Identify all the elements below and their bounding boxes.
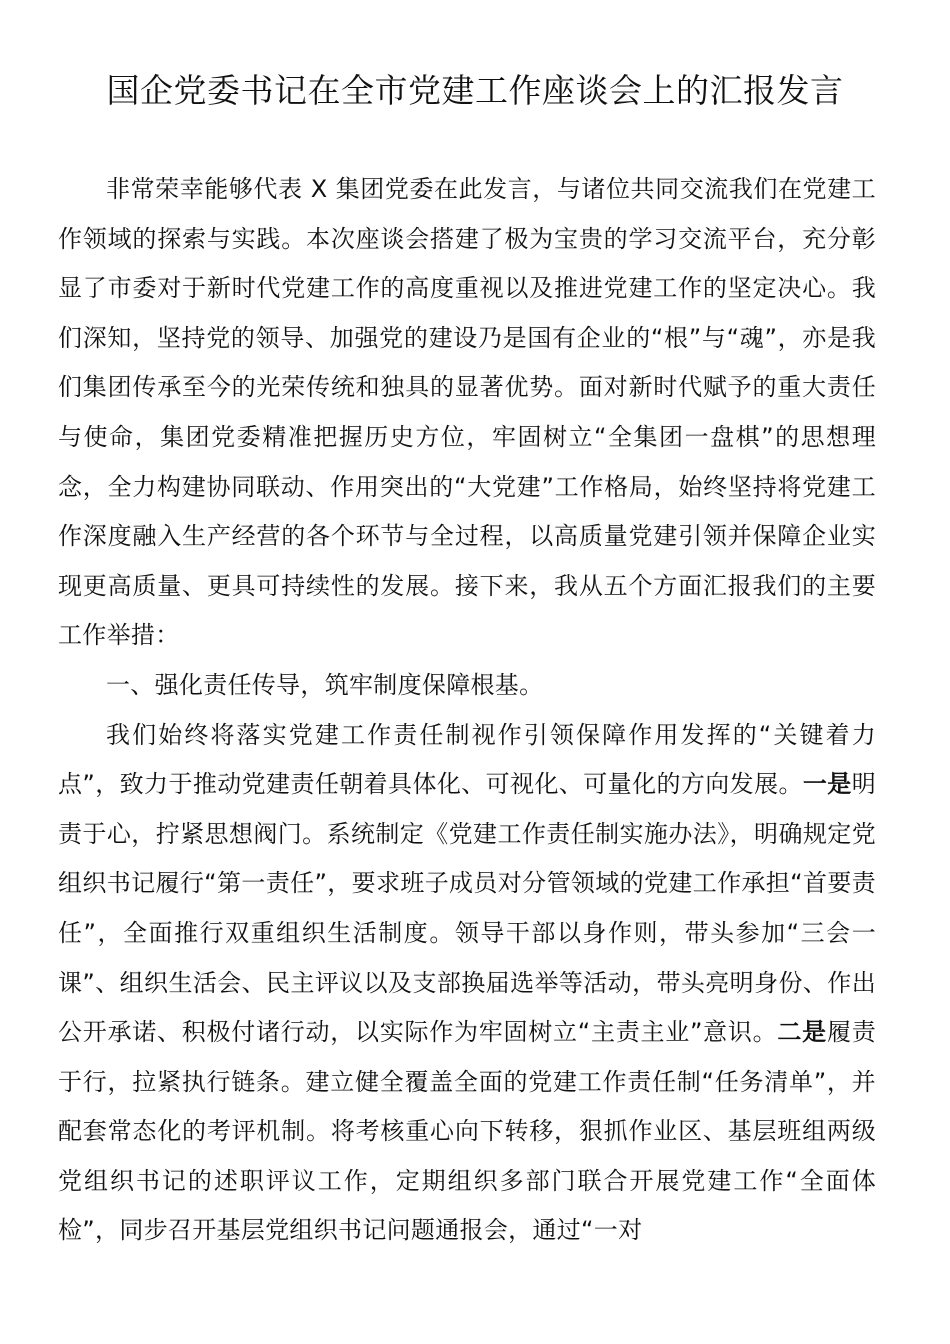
- point-marker: 一是: [802, 770, 852, 799]
- point-text: 明责于心，拧紧思想阀门。系统制定《党建工作责任制实施办法》，明确规定党组织书记履行“第一责任”，要求班子成员对分管领域的党建工作承担“首要责任”，全面推行双重组织生活制度。领导干部以身作则，带头参加“三会一课”、组织生活会、民主评议以及支部换届选举等活动，带头亮明身份、作出公开承诺、积极付诸行动，以实际作为牢固树立“主责主业”意识。: [58, 770, 876, 1047]
- intro-paragraph: 非常荣幸能够代表 X 集团党委在此发言，与诸位共同交流我们在党建工作领域的探索与实践。本次座谈会搭建了极为宝贵的学习交流平台，充分彰显了市委对于新时代党建工作的高度重视以及推进党建工作的坚定决心。我们深知，坚持党的领导、加强党的建设乃是国有企业的“根”与“魂”，亦是我们集团传承至今的光荣传统和独具的显著优势。面对新时代赋予的重大责任与使命，集团党委精准把握历史方位，牢固树立“全集团一盘棋”的思想理念，全力构建协同联动、作用突出的“大党建”工作格局，始终坚持将党建工作深度融入生产经营的各个环节与全过程，以高质量党建引领并保障企业实现更高质量、更具可持续性的发展。接下来，我从五个方面汇报我们的主要工作举措：: [58, 175, 876, 650]
- point-marker: 二是: [777, 1018, 827, 1047]
- section-heading: 一、强化责任传导，筑牢制度保障根基。: [106, 670, 544, 699]
- section-lead-text: 我们始终将落实党建工作责任制视作引领保障作用发挥的“关键着力点”，致力于推动党建责任朝着具体化、可视化、可量化的方向发展。: [58, 720, 876, 799]
- document-title: 国企党委书记在全市党建工作座谈会上的汇报发言: [106, 71, 844, 110]
- document-body: [58, 165, 876, 1256]
- point-text: 履责于行，拉紧执行链条。建立健全覆盖全面的党建工作责任制“任务清单”，并配套常态化的考评机制。将考核重心向下转移，狠抓作业区、基层班组两级党组织书记的述职评议工作，定期组织多部门联合开展党建工作“全面体检”，同步召开基层党组织书记问题通报会，通过“一对: [58, 1018, 876, 1245]
- section-paragraph: [58, 711, 876, 1257]
